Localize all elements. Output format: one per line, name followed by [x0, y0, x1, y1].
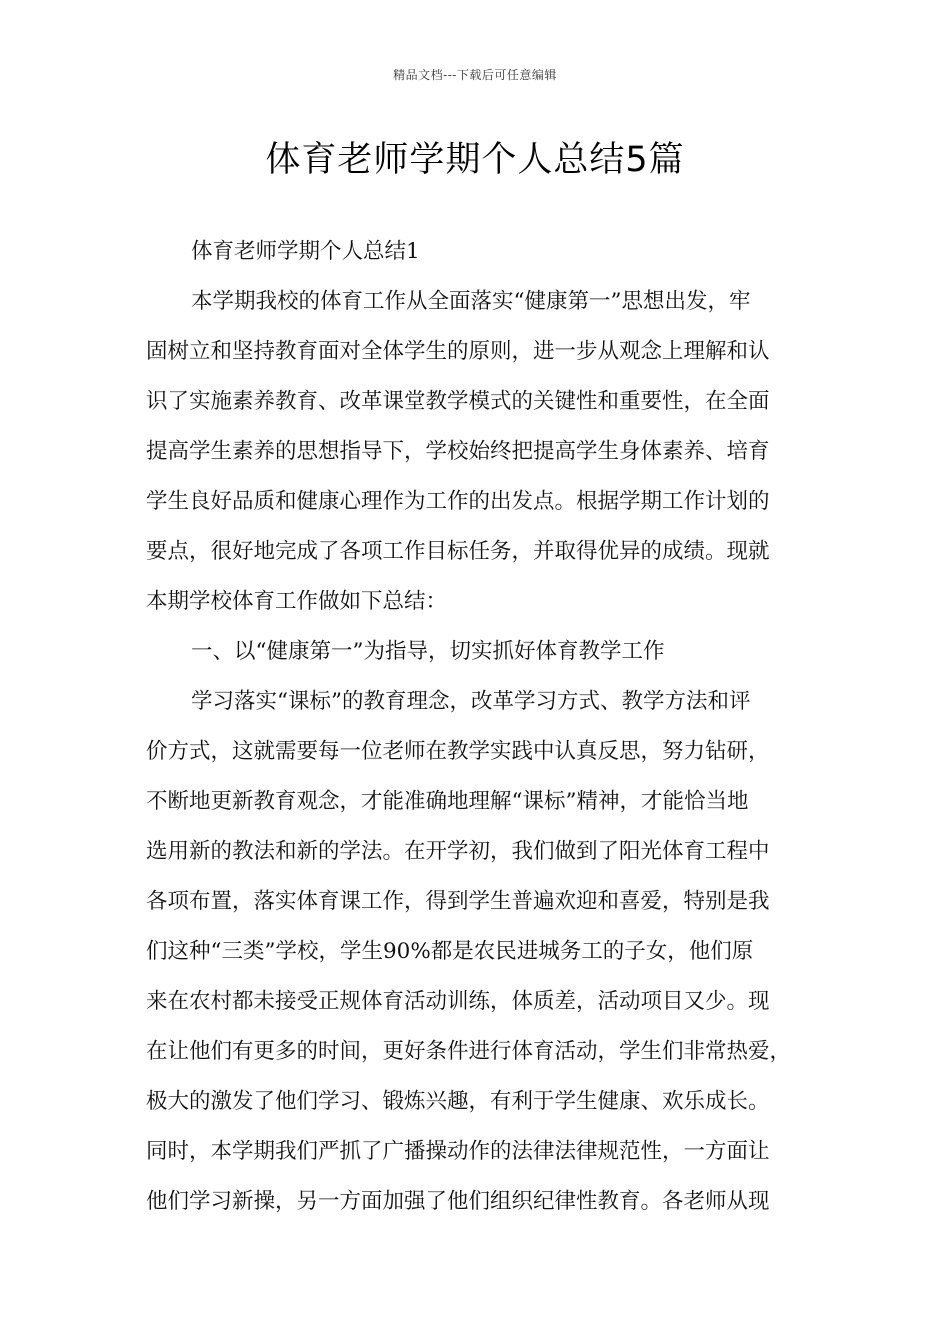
subheading-text: 体育老师学期个人总结1 — [191, 239, 420, 264]
paragraph-2-line: 选用新的教法和新的学法。在开学初，我们做到了阳光体育工程中 — [146, 839, 770, 864]
paragraph-2-line: 不断地更新教育观念，才能准确地理解“课标”精神，才能恰当地 — [146, 789, 749, 814]
paragraph-2-line: 极大的激发了他们学习、锻炼兴趣，有利于学生健康、欢乐成长。 — [146, 1089, 770, 1114]
paragraph-1-line: 学生良好品质和健康心理作为工作的出发点。根据学期工作计划的 — [146, 489, 770, 514]
document-title: 体育老师学期个人总结5篇 — [265, 140, 685, 180]
paragraph-2-line: 各项布置，落实体育课工作，得到学生普遍欢迎和喜爱，特别是我 — [146, 889, 770, 914]
paragraph-1-line: 固树立和坚持教育面对全体学生的原则，进一步从观念上理解和认 — [146, 339, 770, 364]
paragraph-2-line: 他们学习新操，另一方面加强了他们组织纪律性教育。各老师从现 — [146, 1189, 770, 1214]
paragraph-2-line: 价方式，这就需要每一位老师在教学实践中认真反思，努力钻研， — [146, 739, 770, 764]
paragraph-2-line: 来在农村都未接受正规体育活动训练，体质差，活动项目又少。现 — [146, 989, 770, 1014]
paragraph-2-line: 同时，本学期我们严抓了广播操动作的法律法律规范性，一方面让 — [146, 1139, 770, 1164]
paragraph-2-line: 们这种“三类”学校，学生90%都是农民进城务工的子女，他们原 — [146, 939, 754, 964]
section-heading — [146, 627, 814, 677]
paragraph-1-line: 要点，很好地完成了各项工作目标任务，并取得优异的成绩。现就 — [146, 539, 770, 564]
document-body — [146, 227, 814, 1227]
subheading — [146, 227, 814, 277]
paragraph-1-line: 本期学校体育工作做如下总结： — [146, 589, 448, 614]
paragraph-1-line: 本学期我校的体育工作从全面落实“健康第一”思想出发，牢 — [191, 289, 751, 314]
section-heading-text: 一、以“健康第一”为指导，切实抓好体育教学工作 — [191, 639, 665, 664]
paragraph-2 — [146, 677, 814, 1227]
paragraph-1-line: 识了实施素养教育、改革课堂教学模式的关键性和重要性，在全面 — [146, 389, 770, 414]
paragraph-2-line: 在让他们有更多的时间，更好条件进行体育活动，学生们非常热爱， — [146, 1039, 792, 1064]
paragraph-1-line: 提高学生素养的思想指导下，学校始终把提高学生身体素养、培育 — [146, 439, 770, 464]
document-header-note: 精品文档---下载后可任意编辑 — [393, 68, 557, 82]
paragraph-2-line: 学习落实“课标”的教育理念，改革学习方式、教学方法和评 — [191, 689, 751, 714]
paragraph-1 — [146, 277, 814, 627]
